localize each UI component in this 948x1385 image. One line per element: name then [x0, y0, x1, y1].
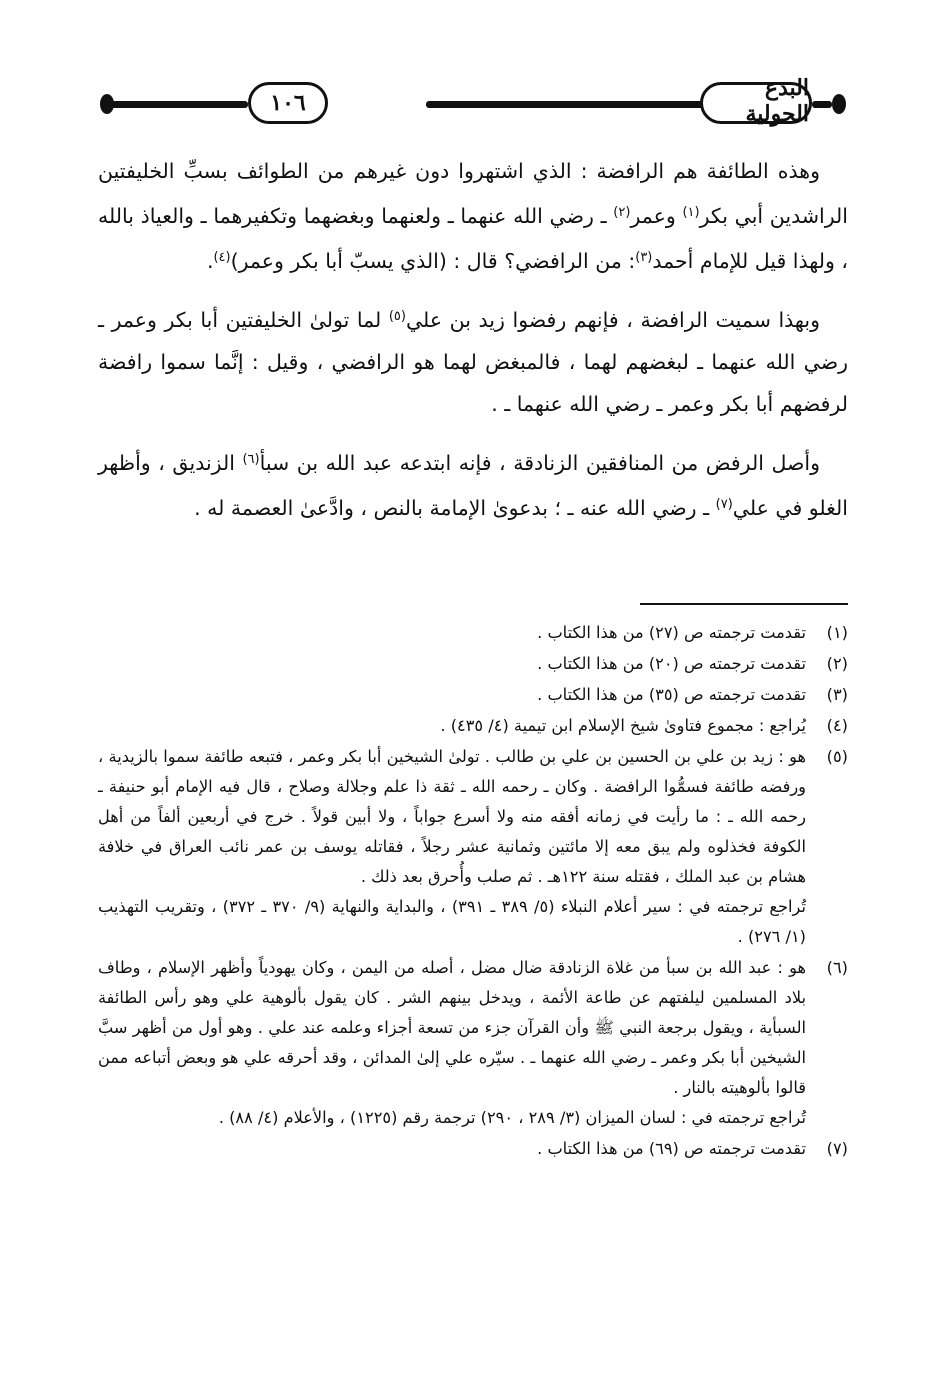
text-run: وعمر	[630, 204, 683, 228]
main-text	[98, 150, 848, 543]
header-ornament-right	[832, 94, 846, 114]
footnote	[98, 953, 848, 1133]
footnote-ref[interactable]: (٣)	[635, 250, 653, 265]
text-run: .	[206, 249, 214, 273]
footnote	[98, 680, 848, 710]
paragraph	[98, 296, 848, 425]
footnote-ref[interactable]: (٧)	[715, 497, 733, 512]
footnote-text: هو : زيد بن علي بن الحسين بن علي بن طالب . تولىٰ الشيخين أبا بكر وعمر ، فتبعه طائفة سموا بالزيدية ، ورفضه طائفة فسمُّوا الرافضة . وكان ـ رحمه الله ـ ثقة ذا علم وجلالة وصلاح ، قال فيه الإمام أبو حنيفة ـ رحمه الله ـ : ما رأيت في زمانه أفقه منه ولا أسرع جواباً ، ولا أبين قولاً . خرج في أربعين ألفاً من أهل الكوفة فخذلوه ولم يبق معه إلا مائتين وثمانية عشر رجلاً ، فقاتله يوسف بن عمر نائب العراق في خلافة هشام بن عبد الملك ، فقتله سنة ١٢٢هـ . ثم صلب وأُحرق بعد ذلك .	[98, 747, 806, 886]
footnote-ref[interactable]: (٢)	[613, 205, 631, 220]
footnote-number: (٥)	[826, 747, 848, 766]
footnote	[98, 742, 848, 952]
footnote-ref[interactable]: (١)	[682, 205, 700, 220]
text-run: لما تولىٰ الخليفتين أبا بكر وعمر ـ رضي الله عنهما ـ لبغضهم لهما ، فالمبغض لهما هو الرافضي ، وقيل : إنَّما سموا رافضة لرفضهم أبا بكر وعمر ـ رضي الله عنهما ـ .	[98, 308, 848, 416]
footnotes	[98, 618, 848, 1165]
running-header	[100, 75, 846, 128]
header-rule	[812, 101, 832, 108]
text-run: ـ رضي الله عنهما ـ ولعنهما وبغضهما وتكفيرهما ـ والعياذ بالله ، ولهذا قيل للإمام أحمد	[98, 204, 848, 273]
footnote-ref[interactable]: (٤)	[213, 250, 231, 265]
footnote-reference: تُراجع ترجمته في : سير أعلام النبلاء (٥/ ٣٨٩ ـ ٣٩١) ، والبداية والنهاية (٩/ ٣٧٠ ـ ٣٧٢) ، وتقريب التهذيب (١/ ٢٧٦) .	[98, 897, 806, 946]
footnote	[98, 711, 848, 741]
header-rule	[110, 101, 248, 108]
text-run: وهذه الطائفة هم الرافضة : الذي اشتهروا دون غيرهم من الطوائف بسبِّ الخليفتين الراشدين أبي بكر	[98, 159, 848, 228]
footnote	[98, 649, 848, 679]
page-number: ١٠٦	[248, 82, 328, 124]
footnote-number: (٧)	[826, 1139, 848, 1158]
footnote-separator	[640, 603, 848, 605]
text-run: وأصل الرفض من المنافقين الزنادقة ، فإنه ابتدعه عبد الله بن سبأ	[259, 451, 821, 475]
footnote-text: تقدمت ترجمته ص (٦٩) من هذا الكتاب .	[537, 1139, 806, 1158]
footnote-ref[interactable]: (٦)	[242, 452, 260, 467]
footnote-number: (٤)	[826, 716, 848, 735]
footnote	[98, 1134, 848, 1164]
footnote	[98, 618, 848, 648]
footnote-text: تقدمت ترجمته ص (٢٠) من هذا الكتاب .	[537, 654, 806, 673]
footnote-number: (٣)	[826, 685, 848, 704]
paragraph	[98, 439, 848, 529]
footnote-text: يُراجع : مجموع فتاوىٰ شيخ الإسلام ابن تيمية (٤/ ٤٣٥) .	[440, 716, 806, 735]
footnote-reference: تُراجع ترجمته في : لسان الميزان (٣/ ٢٨٩ ، ٢٩٠) ترجمة رقم (١٢٢٥) ، والأعلام (٤/ ٨٨) .	[218, 1108, 806, 1127]
paragraph	[98, 150, 848, 282]
text-run: : من الرافضي؟ قال : (الذي يسبّ أبا بكر وعمر)	[230, 249, 636, 273]
footnote-number: (٦)	[826, 958, 848, 977]
book-title: البدع الحولية	[700, 82, 812, 124]
footnote-text: تقدمت ترجمته ص (٣٥) من هذا الكتاب .	[537, 685, 806, 704]
text-run: ـ رضي الله عنه ـ ؛ بدعوىٰ الإمامة بالنص ، وادَّعىٰ العصمة له .	[194, 496, 716, 520]
text-run: وبهذا سميت الرافضة ، فإنهم رفضوا زيد بن علي	[405, 308, 820, 332]
text-run: الزنديق ، وأظهر الغلو في علي	[98, 451, 848, 520]
footnote-text: هو : عبد الله بن سبأ من غلاة الزنادقة ضال مضل ، أصله من اليمن ، وكان يهودياً وأظهر الإسلام ، وطاف بلاد المسلمين ليلفتهم عن طاعة الأئمة ، ويدخل بينهم الشر . كان يقول بألوهية علي وهو رأس الطائفة السبأية ، ويقول برجعة النبي ﷺ وأن القرآن جزء من تسعة أجزاء وعلمه عند علي . وهو أول من أظهر سبَّ الشيخين أبا بكر وعمر ـ رضي الله عنهما ـ . سيّره علي إلىٰ المدائن ، وقد أحرقه علي هو وبعض أتباعه ممن قالوا بألوهيته بالنار .	[98, 958, 806, 1097]
footnote-text: تقدمت ترجمته ص (٢٧) من هذا الكتاب .	[537, 623, 806, 642]
footnote-number: (١)	[826, 623, 848, 642]
footnote-ref[interactable]: (٥)	[388, 309, 406, 324]
footnote-number: (٢)	[826, 654, 848, 673]
